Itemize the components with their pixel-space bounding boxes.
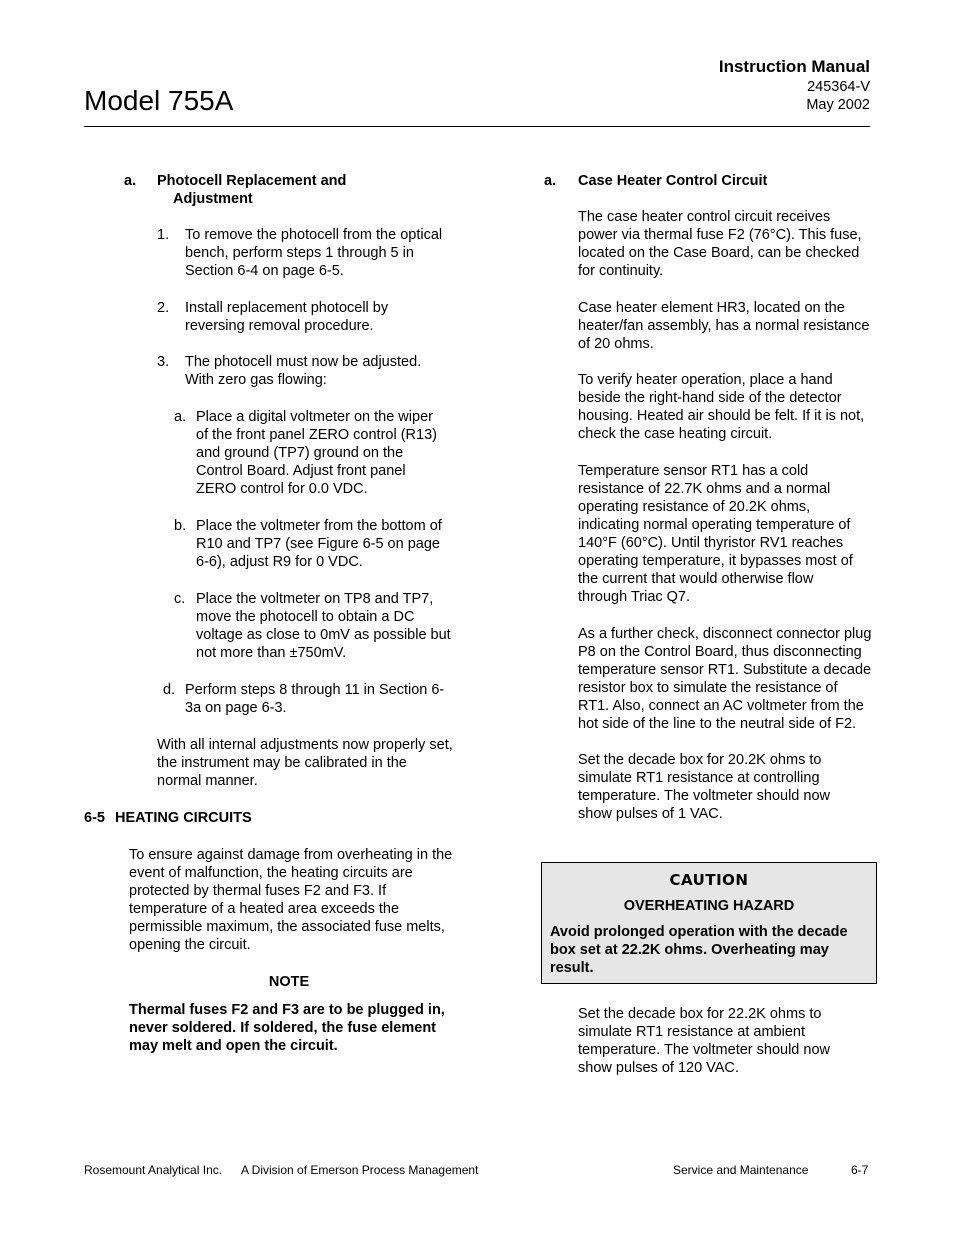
footer-section: Service and Maintenance <box>673 1163 809 1177</box>
step-d-text: Perform steps 8 through 11 in Section 6-3a on page 6-3. <box>185 682 445 716</box>
closing-paragraph: With all internal adjustments now properly set, the instrument may be calibrated in the normal manner. <box>157 737 453 789</box>
right-section-a-label: a. <box>544 173 557 189</box>
step-3-num: 3. <box>157 354 170 370</box>
step-2-num: 2. <box>157 300 170 316</box>
substep-b <box>84 517 446 571</box>
right-paragraph-3: To verify heater operation, place a hand beside the right-hand side of the detector housing. Heated air should be felt. If it is not, check the case heating circuit. <box>578 372 865 442</box>
step-d-num: d. <box>163 682 176 698</box>
substep-a-num: a. <box>174 409 187 425</box>
note-text: Thermal fuses F2 and F3 are to be plugged in, never soldered. If soldered, the fuse element may melt and open the circuit. <box>129 1002 445 1054</box>
doc-date: May 2002 <box>806 97 870 113</box>
substep-c-text: Place the voltmeter on TP8 and TP7, move the photocell to obtain a DC voltage as close to 0mV as possible but not more than ±750mV. <box>196 591 451 661</box>
right-paragraph-1: The case heater control circuit receives power via thermal fuse F2 (76°C). This fuse, located on the Case Board, can be checked for continuity. <box>578 209 862 279</box>
heating-paragraph: To ensure against damage from overheating in the event of malfunction, the heating circuits are protected by thermal fuses F2 and F3. If temperature of a heated area exceeds the permissible maximum, the associated fuse melts, opening the circuit. <box>129 847 453 953</box>
section-a-title-line1: Photocell Replacement and <box>157 173 347 189</box>
step-d <box>84 681 450 717</box>
section-a-title-line2: Adjustment <box>173 191 253 207</box>
footer-company: Rosemount Analytical Inc. <box>84 1163 223 1177</box>
footer-division: A Division of Emerson Process Management <box>241 1163 479 1177</box>
substep-b-num: b. <box>174 518 187 534</box>
substep-a <box>84 408 446 498</box>
doc-number: 245364-V <box>807 79 870 95</box>
substep-a-text: Place a digital voltmeter on the wiper of the front panel ZERO control (R13) and ground (TP7) ground on the Control Board. Adjust front panel ZERO control for 0.0 VDC. <box>196 409 437 497</box>
section-6-5-title: HEATING CIRCUITS <box>115 810 252 826</box>
case-heater-heading <box>544 172 874 190</box>
right-paragraph-5: As a further check, disconnect connector plug P8 on the Control Board, thus disconnecting temperature sensor RT1. Substitute a decade resistor box to simulate the resistance of RT1. Also, connect an AC voltmeter from the hot side of the line to the neutral side of F2. <box>578 626 872 732</box>
step-1 <box>84 226 447 280</box>
header-meta <box>719 56 870 114</box>
header-rule <box>84 126 870 127</box>
caution-subtitle: OVERHEATING HAZARD <box>623 898 795 914</box>
right-paragraph-6: Set the decade box for 20.2K ohms to simulate RT1 resistance at controlling temperature. The voltmeter should now show pulses of 1 VAC. <box>578 752 831 822</box>
step-2-text: Install replacement photocell by reversing removal procedure. <box>185 300 389 334</box>
section-6-5-heading <box>84 809 454 827</box>
step-3-text: The photocell must now be adjusted. With zero gas flowing: <box>185 354 422 388</box>
section-a-label: a. <box>124 173 137 189</box>
final-paragraph: Set the decade box for 22.2K ohms to simulate RT1 resistance at ambient temperature. The voltmeter should now show pulses of 120 VAC. <box>578 1006 831 1076</box>
caution-text: Avoid prolonged operation with the decade box set at 22.2K ohms. Overheating may result. <box>550 924 848 976</box>
right-paragraph-4: Temperature sensor RT1 has a cold resistance of 22.7K ohms and a normal operating resistance of 20.2K ohms, indicating normal operating temperature of 140°F (60°C). Until thyristor RV1 reaches operating temperature, it bypasses most of the current that would otherwise flow through Triac Q7. <box>578 463 853 605</box>
step-1-num: 1. <box>157 227 170 243</box>
right-section-a-title: Case Heater Control Circuit <box>578 173 768 189</box>
step-1-text: To remove the photocell from the optical bench, perform steps 1 through 5 in Section 6-4 on page 6-5. <box>185 227 443 279</box>
step-3 <box>84 353 447 389</box>
manual-title: Instruction Manual <box>718 57 870 76</box>
substep-c-num: c. <box>174 591 186 607</box>
left-column <box>84 172 454 1055</box>
model-title: Model 755A <box>84 85 234 116</box>
right-paragraph-2: Case heater element HR3, located on the heater/fan assembly, has a normal resistance of 20 ohms. <box>578 300 870 352</box>
step-2 <box>84 299 425 335</box>
note-title: NOTE <box>268 974 310 990</box>
footer-page-number: 6-7 <box>851 1163 869 1177</box>
caution-title: CAUTION <box>669 871 749 889</box>
substep-c <box>84 590 451 662</box>
section-6-5-number: 6-5 <box>84 810 105 826</box>
caution-box <box>541 862 877 984</box>
substep-b-text: Place the voltmeter from the bottom of R10 and TP7 (see Figure 6-5 on page 6-6), adjust R9 for 0 VDC. <box>196 518 442 570</box>
right-column <box>544 172 874 823</box>
photocell-heading <box>84 172 454 208</box>
